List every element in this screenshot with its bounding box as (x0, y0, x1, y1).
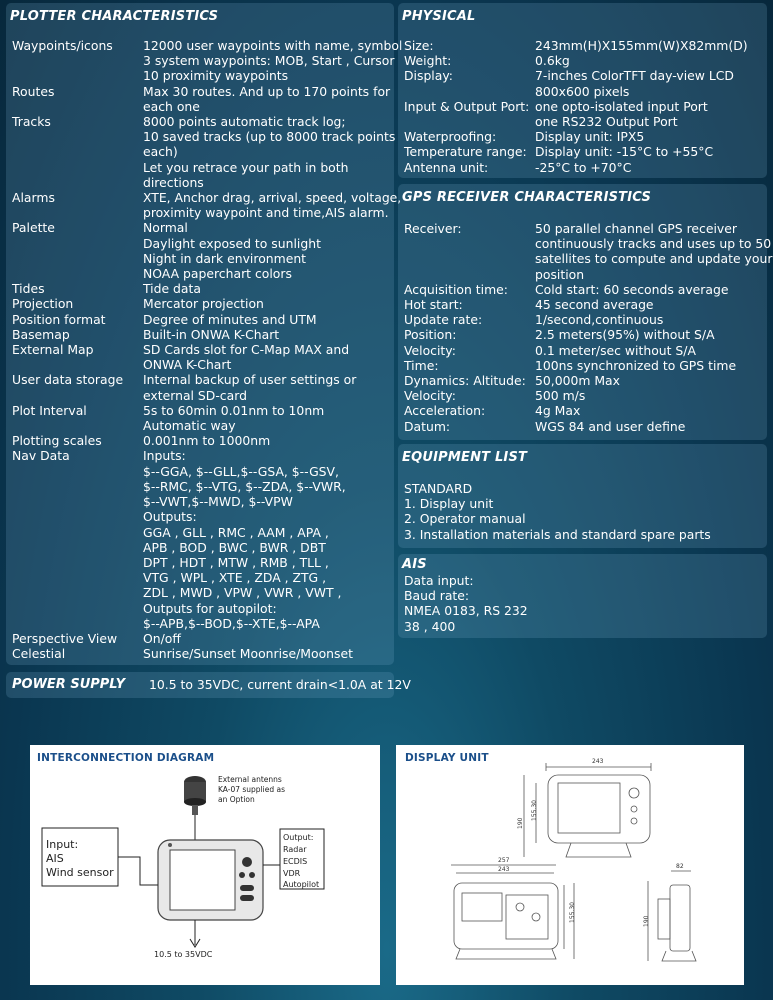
dim-side-depth: 82 (676, 863, 684, 870)
physical-value-line: Display unit: -15°C to +55°C (535, 144, 714, 160)
gps-row (404, 343, 766, 358)
plotter-row (12, 433, 392, 448)
plotter-row (12, 312, 392, 327)
power-title: POWER SUPPLY (12, 677, 125, 692)
gps-value-line: position (535, 266, 585, 282)
physical-value (535, 53, 766, 68)
plotter-label: External Map (12, 342, 94, 358)
plotter-value-line: On/off (143, 630, 181, 646)
plotter-label: Alarms (12, 190, 55, 206)
gps-value-line: continuously tracks and uses up to 50 (535, 236, 772, 252)
dim-bottom-width-1: 257 (498, 857, 510, 864)
display-unit-drawing (396, 745, 744, 985)
plotter-value-line: VTG , WPL , XTE , ZDA , ZTG , (143, 570, 327, 586)
output-label-2: Radar (283, 845, 307, 854)
plotter-label: Perspective View (12, 630, 118, 646)
gps-value-line: 2.5 meters(95%) without S/A (535, 327, 715, 343)
plotter-value-line: proximity waypoint and time,AIS alarm. (143, 205, 389, 221)
gps-row (404, 388, 766, 403)
plotter-value-line: Outputs for autopilot: (143, 600, 277, 616)
physical-label: Size: (404, 38, 434, 53)
physical-label: Input & Output Port: (404, 98, 530, 114)
physical-row (404, 129, 766, 144)
physical-label: Display: (404, 68, 453, 84)
gps-value (535, 221, 772, 282)
plotter-row (12, 327, 392, 342)
gps-label: Acquisition time: (404, 281, 508, 297)
plotter-value-line: NOAA paperchart colors (143, 266, 292, 282)
gps-value-line: WGS 84 and user define (535, 418, 686, 434)
plotter-row (12, 448, 392, 630)
plotter-value-line: each one (143, 98, 200, 114)
ais-line: NMEA 0183, RS 232 (404, 603, 528, 619)
display-unit-svg (396, 745, 744, 985)
antenna-label-3: an Option (218, 795, 255, 804)
equipment-rows (404, 481, 764, 542)
physical-value (535, 38, 766, 53)
physical-row (404, 38, 766, 53)
dim-height-outer: 190 (517, 817, 524, 829)
plotter-row (12, 296, 392, 311)
antenna-icon (184, 776, 206, 815)
interconnection-title: INTERCONNECTION DIAGRAM (37, 752, 215, 764)
gps-value-line: 500 m/s (535, 388, 586, 404)
equipment-panel (398, 444, 767, 548)
plotter-value-line: Mercator projection (143, 296, 264, 312)
plotter-value (143, 281, 392, 296)
ais-line: Data input: (404, 573, 474, 588)
interconnection-drawing (30, 745, 380, 985)
gps-value-line: 50 parallel channel GPS receiver (535, 221, 737, 236)
dim-bottom-height: 155.30 (569, 902, 576, 923)
plotter-label: Plot Interval (12, 402, 87, 418)
plotter-value-line: SD Cards slot for C-Map MAX and (143, 342, 350, 358)
plotter-value (143, 296, 392, 311)
ais-title: AIS (402, 557, 427, 572)
ais-rows (404, 573, 764, 634)
plotter-row (12, 403, 392, 433)
plotter-value-line: Night in dark environment (143, 250, 307, 266)
physical-label: Antenna unit: (404, 159, 489, 175)
plotter-value-line: 0.001nm to 1000nm (143, 433, 271, 449)
plotter-value (143, 38, 402, 84)
dim-top-width: 243 (592, 758, 604, 765)
plotter-value-line: Built-in ONWA K-Chart (143, 326, 280, 342)
physical-value-line: one RS232 Output Port (535, 114, 678, 130)
plotter-value-line: Normal (143, 220, 188, 236)
plotter-row (12, 372, 392, 402)
gps-row (404, 327, 766, 342)
plotter-label: Tracks (12, 114, 51, 130)
gps-label: Velocity: (404, 342, 456, 358)
plotter-value-line: DPT , HDT , MTW , RMB , TLL , (143, 554, 329, 570)
interconnection-diagram (30, 745, 380, 985)
plotter-value-line: Inputs: (143, 448, 186, 464)
physical-value (535, 129, 766, 144)
gps-value-line: 45 second average (535, 297, 654, 313)
dim-side-height: 190 (643, 915, 650, 927)
gps-label: Receiver: (404, 221, 462, 236)
gps-row (404, 358, 766, 373)
plotter-value (143, 448, 392, 630)
gps-label: Time: (404, 357, 439, 373)
equipment-line: 3. Installation materials and standard spare parts (404, 526, 711, 542)
physical-value (535, 160, 766, 175)
gps-value (535, 388, 766, 403)
plotter-label: Tides (12, 281, 45, 297)
gps-label: Acceleration: (404, 403, 486, 419)
gps-value-line: Cold start: 60 seconds average (535, 281, 729, 297)
gps-value (535, 419, 766, 434)
plotter-value (143, 190, 401, 220)
output-label-3: ECDIS (283, 857, 308, 866)
output-label-1: Output: (283, 833, 314, 842)
plotter-row (12, 220, 392, 281)
gps-title: GPS RECEIVER CHARACTERISTICS (402, 190, 652, 205)
physical-row (404, 99, 766, 129)
physical-label: Weight: (404, 53, 452, 69)
physical-value-line: 800x600 pixels (535, 83, 630, 99)
equipment-line: 1. Display unit (404, 496, 494, 512)
gps-value-line: satellites to compute and update your (535, 251, 773, 267)
plotter-panel (6, 3, 403, 665)
plotter-value-line: Sunrise/Sunset Moonrise/Moonset (143, 646, 353, 662)
plotter-label: Basemap (12, 326, 70, 342)
plotter-value-line: Tide data (143, 281, 201, 297)
gps-value (535, 297, 766, 312)
plotter-row (12, 190, 402, 221)
physical-value (535, 68, 766, 98)
plotter-value-line: Degree of minutes and UTM (143, 311, 317, 327)
plotter-value (143, 220, 392, 281)
physical-label: Waterproofing: (404, 129, 497, 145)
physical-value-line: -25°C to +70°C (535, 159, 632, 175)
gps-value (535, 373, 766, 388)
plotter-row (12, 631, 392, 646)
plotter-value (143, 114, 395, 190)
plotter-value-line: $--RMC, $--VTG, $--ZDA, $--VWR, (143, 478, 346, 494)
physical-row (404, 160, 766, 175)
input-label-3: Wind sensor (46, 866, 114, 879)
plotter-value (143, 646, 392, 661)
plotter-row (12, 646, 392, 661)
physical-rows (404, 38, 766, 175)
gps-row (404, 403, 766, 418)
plotter-value-line: $--GGA, $--GLL,$--GSA, $--GSV, (143, 463, 339, 479)
gps-value (535, 327, 766, 342)
gps-rows (404, 221, 773, 434)
plotter-value-line: APB , BOD , BWC , BWR , DBT (143, 539, 326, 555)
plotter-value (143, 631, 392, 646)
gps-row (404, 297, 766, 312)
plotter-value-line: 3 system waypoints: MOB, Start , Cursor (143, 53, 395, 69)
plotter-value-line: $--VWT,$--MWD, $--VPW (143, 494, 293, 510)
physical-row (404, 68, 766, 98)
input-label-2: AIS (46, 852, 64, 865)
gps-label: Hot start: (404, 297, 463, 313)
plotter-value-line: 8000 points automatic track log; (143, 114, 346, 130)
output-label-5: Autopilot (283, 880, 320, 889)
ais-line: Baud rate: (404, 588, 470, 604)
plotter-value-line: Max 30 routes. And up to 170 points for (143, 83, 391, 99)
gps-value-line: 4g Max (535, 403, 581, 419)
gps-value (535, 282, 766, 297)
plotter-value-line: Internal backup of user settings or (143, 372, 357, 388)
plotter-value (143, 84, 392, 114)
plotter-value-line: ONWA K-Chart (143, 357, 232, 373)
power-panel (6, 672, 411, 698)
physical-value-line: Display unit: IPX5 (535, 129, 645, 145)
dim-bottom-width-2: 243 (498, 866, 510, 873)
gps-row (404, 282, 766, 297)
antenna-label-1: External antenns (218, 775, 282, 784)
equipment-line: STANDARD (404, 481, 473, 496)
equipment-line: 2. Operator manual (404, 511, 526, 527)
gps-value (535, 358, 766, 373)
gps-label: Dynamics: Altitude: (404, 373, 526, 389)
plotter-row (12, 84, 392, 114)
input-label-1: Input: (46, 838, 79, 851)
gps-label: Velocity: (404, 388, 456, 404)
gps-value-line: 100ns synchronized to GPS time (535, 357, 737, 373)
plotter-row (12, 342, 392, 372)
physical-value-line: 243mm(H)X155mm(W)X82mm(D) (535, 38, 748, 53)
physical-row (404, 53, 766, 68)
plotter-value-line: Outputs: (143, 509, 197, 525)
plotter-label: Nav Data (12, 448, 70, 464)
plotter-row (12, 281, 392, 296)
plotter-row (12, 38, 403, 84)
gps-value-line: 50,000m Max (535, 373, 620, 389)
gps-label: Update rate: (404, 312, 483, 328)
gps-value (535, 343, 766, 358)
plotter-label: Projection (12, 296, 74, 312)
plotter-value (143, 327, 392, 342)
gps-label: Datum: (404, 418, 451, 434)
plotter-value-line: XTE, Anchor drag, arrival, speed, voltage, (143, 190, 402, 206)
physical-label: Temperature range: (404, 144, 527, 160)
output-label-4: VDR (283, 869, 301, 878)
plotter-label: Routes (12, 83, 55, 99)
gps-value (535, 403, 766, 418)
plotter-value-line: directions (143, 174, 204, 190)
dim-height-inner: 155.30 (531, 800, 538, 821)
ais-panel (398, 554, 767, 638)
display-unit-icon (158, 840, 263, 920)
plotter-value-line: 10 saved tracks (up to 8000 track points (143, 129, 396, 145)
power-value: 10.5 to 35VDC, current drain<1.0A at 12V (149, 677, 411, 692)
plotter-value-line: each) (143, 144, 178, 160)
gps-label: Position: (404, 327, 457, 343)
physical-title: PHYSICAL (402, 9, 476, 24)
plotter-row (12, 114, 396, 190)
power-label: 10.5 to 35VDC (154, 950, 213, 959)
gps-panel (398, 184, 773, 440)
plotter-value-line: 10 proximity waypoints (143, 68, 289, 84)
plotter-value-line: Let you retrace your path in both (143, 159, 349, 175)
physical-value-line: one opto-isolated input Port (535, 98, 708, 114)
ais-line: 38 , 400 (404, 618, 456, 634)
plotter-rows (12, 38, 403, 662)
plotter-value-line: 5s to 60min 0.01nm to 10nm (143, 402, 325, 418)
plotter-value-line: GGA , GLL , RMC , AAM , APA , (143, 524, 329, 540)
plotter-value (143, 403, 392, 433)
gps-value (535, 312, 766, 327)
plotter-label: Position format (12, 311, 106, 327)
plotter-value-line: external SD-card (143, 387, 247, 403)
plotter-value (143, 342, 392, 372)
physical-panel (398, 3, 767, 178)
plotter-label: Palette (12, 220, 55, 236)
antenna-label-2: KA-07 supplied as (218, 785, 285, 794)
plotter-value-line: 12000 user waypoints with name, symbol (143, 38, 403, 53)
plotter-value (143, 433, 392, 448)
gps-row (404, 373, 766, 388)
plotter-value-line: Automatic way (143, 418, 236, 434)
gps-value-line: 1/second,continuous (535, 312, 664, 328)
gps-row (404, 419, 766, 434)
physical-value (535, 99, 766, 129)
plotter-label: Plotting scales (12, 433, 102, 449)
plotter-value-line: $--APB,$--BOD,$--XTE,$--APA (143, 615, 320, 631)
physical-value-line: 7-inches ColorTFT day-view LCD (535, 68, 734, 84)
plotter-value (143, 312, 392, 327)
plotter-value-line: ZDL , MWD , VPW , VWR , VWT , (143, 585, 342, 601)
physical-value (535, 144, 766, 159)
plotter-label: User data storage (12, 372, 124, 388)
gps-row (404, 221, 773, 282)
gps-row (404, 312, 766, 327)
plotter-value (143, 372, 392, 402)
plotter-label: Celestial (12, 646, 66, 662)
plotter-title: PLOTTER CHARACTERISTICS (10, 9, 219, 24)
gps-value-line: 0.1 meter/sec without S/A (535, 342, 696, 358)
display-unit-title: DISPLAY UNIT (405, 752, 489, 764)
equipment-title: EQUIPMENT LIST (402, 450, 528, 465)
plotter-value-line: Daylight exposed to sunlight (143, 235, 321, 251)
physical-value-line: 0.6kg (535, 53, 570, 69)
plotter-label: Waypoints/icons (12, 38, 113, 53)
physical-row (404, 144, 766, 159)
